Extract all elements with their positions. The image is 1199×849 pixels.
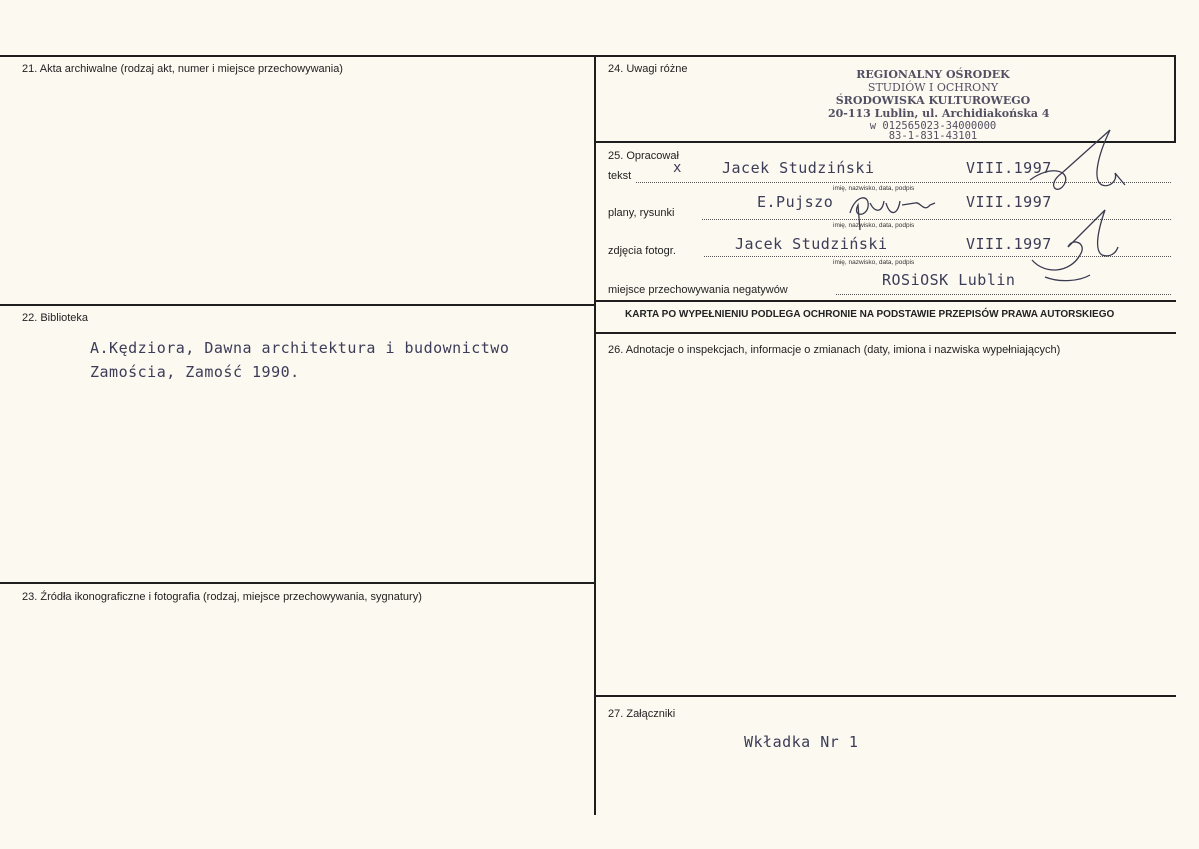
zdjecia-author: Jacek Studziński	[735, 235, 888, 253]
negatives-location-value: ROSiOSK Lublin	[882, 271, 1016, 289]
zdjecia-date: VIII.1997	[966, 235, 1052, 253]
section-24-label: 24. Uwagi różne	[608, 63, 688, 75]
stamp-line-1: REGIONALNY OŚRODEK	[856, 68, 1010, 81]
tekst-label: tekst	[608, 170, 632, 182]
divider-26-27	[596, 695, 1176, 697]
signature-pujszo	[850, 198, 935, 230]
tekst-mark: x	[673, 160, 682, 176]
section-27-label: 27. Załączniki	[608, 708, 676, 720]
top-border-right	[596, 55, 1176, 57]
plany-author: E.Pujszo	[757, 193, 834, 211]
plany-label: plany, rysunki	[608, 207, 675, 219]
right-border	[1174, 55, 1176, 142]
section-23-label: 23. Źródła ikonograficzne i fotografia (rodzaj, miejsce przechowywania, sygnatury)	[22, 591, 422, 603]
zdjecia-hint: imię, nazwisko, data, podpis	[833, 259, 915, 266]
stamp-line-4: 20-113 Lublin, ul. Archidiakońska 4	[828, 107, 1050, 120]
section-25-label: 25. Opracował	[608, 150, 679, 162]
stamp-line-6: 83-1-831-43101	[888, 130, 978, 142]
copyright-notice: KARTA PO WYPEŁNIENIU PODLEGA OCHRONIE NA PODSTAWIE PRZEPISÓW PRAWA AUTORSKIEGO	[625, 309, 1115, 320]
tekst-date: VIII.1997	[966, 159, 1052, 177]
center-divider	[594, 55, 596, 815]
divider-21-22	[0, 304, 596, 306]
divider-25-26-top	[596, 300, 1176, 302]
negatives-location-label: miejsce przechowywania negatywów	[608, 284, 788, 296]
tekst-author: Jacek Studziński	[722, 159, 875, 177]
library-entry-line-2: Zamościa, Zamość 1990.	[90, 363, 300, 381]
section-21-label: 21. Akta archiwalne (rodzaj akt, numer i miejsce przechowywania)	[22, 63, 343, 75]
top-border-left	[0, 55, 596, 57]
plany-date: VIII.1997	[966, 193, 1052, 211]
divider-22-23	[0, 582, 596, 584]
tekst-hint: imię, nazwisko, data, podpis	[833, 185, 915, 192]
stamp-line-3: ŚRODOWISKA KULTUROWEGO	[835, 94, 1031, 107]
signature-studzinski-1	[1030, 130, 1125, 189]
library-entry-line-1: A.Kędziora, Dawna architektura i budownictwo	[90, 339, 510, 357]
attachment-entry: Wkładka Nr 1	[744, 733, 859, 751]
negatives-dotted-line	[836, 294, 1171, 295]
section-22-label: 22. Biblioteka	[22, 312, 89, 324]
divider-25-26-bottom	[596, 332, 1176, 334]
plany-hint: imię, nazwisko, data, podpis	[833, 222, 915, 229]
signature-studzinski-2	[1032, 210, 1118, 281]
stamp-line-2: STUDIÓW I OCHRONY	[867, 81, 999, 94]
zdjecia-label: zdjęcia fotogr.	[608, 245, 676, 257]
stamp-line-5: w 012565023-34000000	[869, 120, 997, 132]
signature-graphic	[840, 125, 1130, 285]
section-26-label: 26. Adnotacje o inspekcjach, informacje o zmianach (daty, imiona i nazwiska wypełniających)	[608, 344, 1061, 356]
